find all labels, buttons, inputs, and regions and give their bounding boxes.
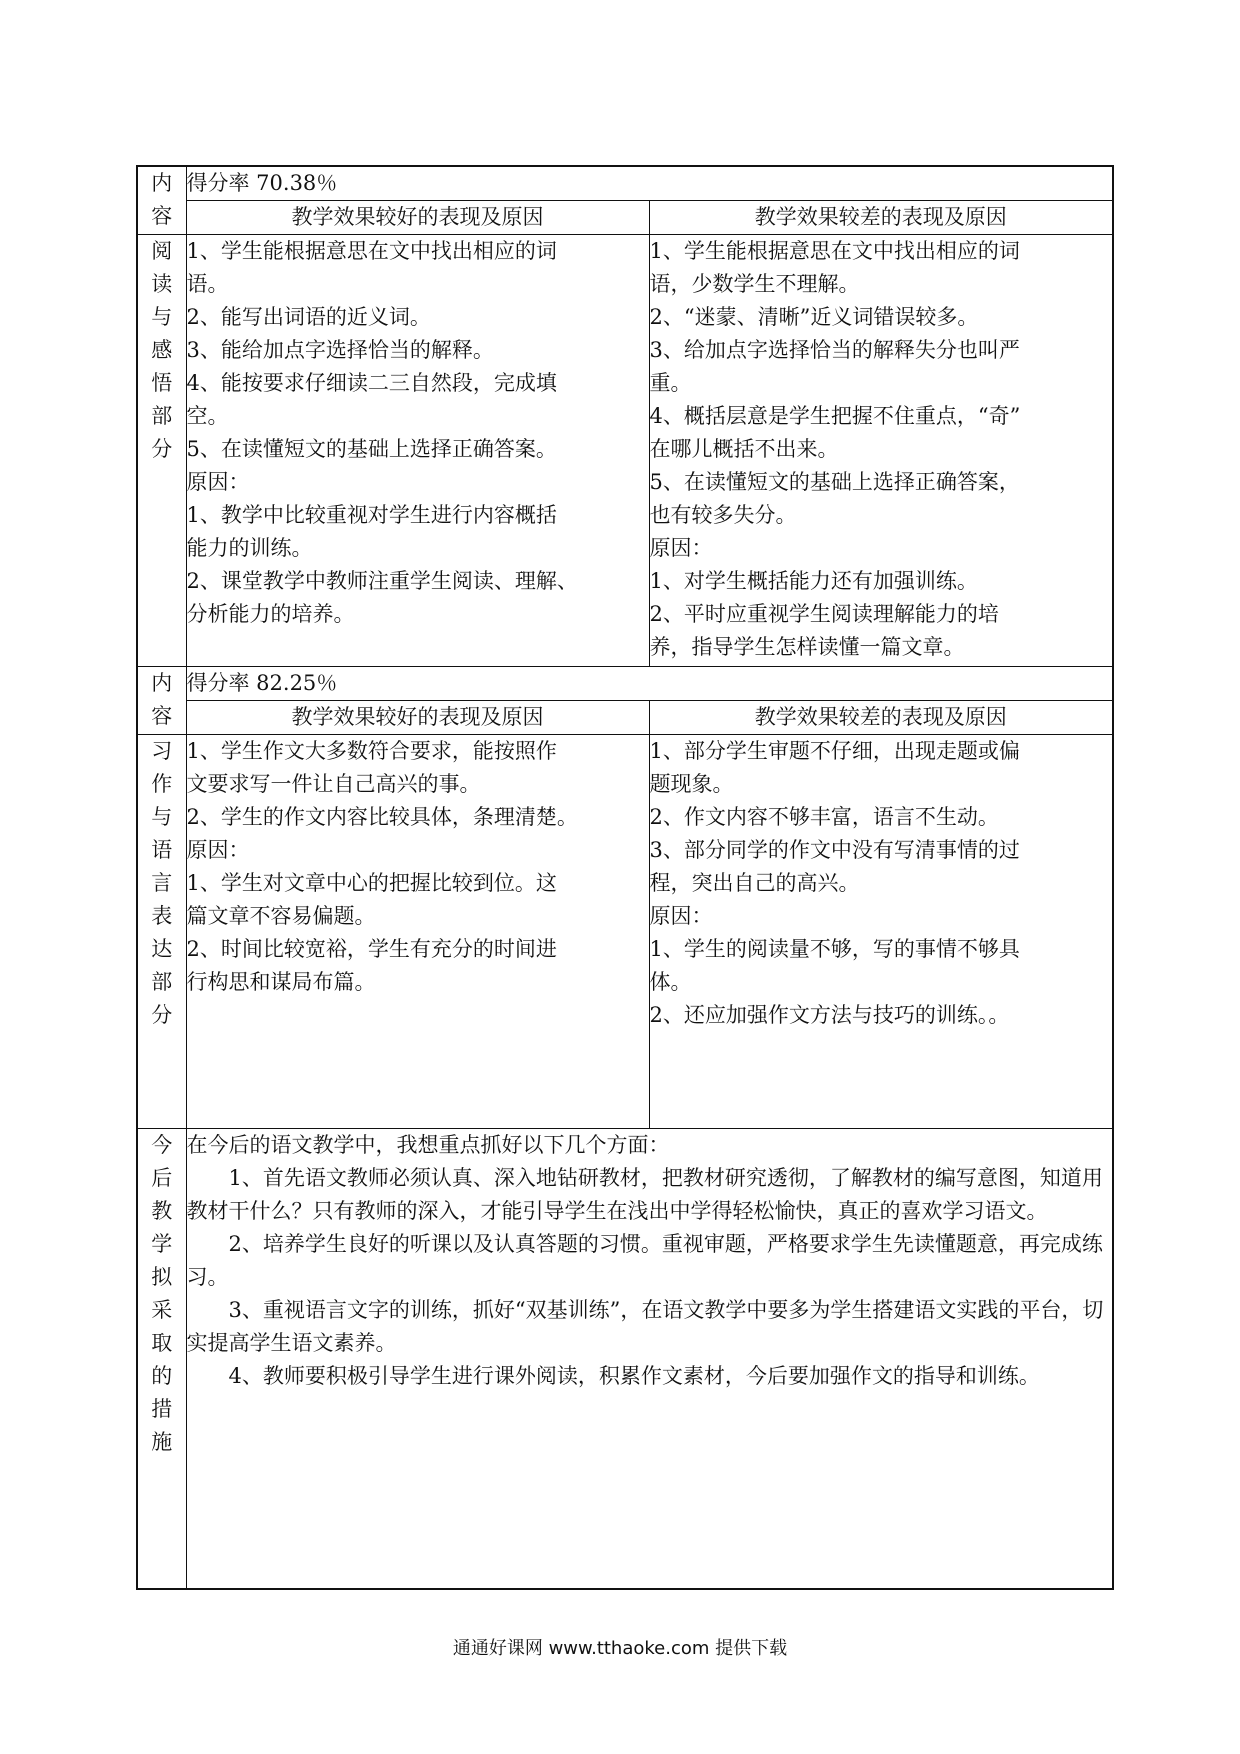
label-char: 今 (151, 1133, 173, 1157)
text-line: 空。 (186, 404, 229, 428)
measure-paragraph: 3、重视语言文字的训练，抓好“双基训练”，在语文教学中要多为学生搭建语文实践的平台，切实提高学生语文素养。 (186, 1298, 1104, 1355)
text-line: 行构思和谋局布篇。 (186, 970, 376, 994)
text-line: 1、部分学生审题不仔细，出现走题或偏 (649, 739, 1020, 763)
label-char: 教 (151, 1199, 173, 1223)
section2-content-label (137, 667, 186, 735)
text-line: 1、学生的阅读量不够，写的事情不够具 (649, 937, 1020, 961)
text-line: 1、学生能根据意思在文中找出相应的词 (649, 239, 1020, 263)
label-char: 部 (151, 404, 173, 428)
label-char: 取 (151, 1331, 173, 1355)
measure-paragraph: 2、培养学生良好的听课以及认真答题的习惯。重视审题，严格要求学生先读懂题意，再完成练习。 (186, 1232, 1103, 1289)
section2-good-header: 教学效果较好的表现及原因 (186, 701, 649, 735)
label-char: 感 (151, 338, 173, 362)
label-char: 阅 (151, 239, 173, 263)
label-char: 后 (151, 1166, 173, 1190)
text-line: 4、能按要求仔细读二三自然段，完成填 (186, 371, 557, 395)
label-char: 的 (151, 1364, 173, 1388)
measure-paragraph: 4、教师要积极引导学生进行课外阅读，积累作文素材，今后要加强作文的指导和训练。 (228, 1364, 1040, 1388)
evaluation-table (136, 165, 1114, 1590)
section1-rate-row (137, 166, 1113, 201)
section3-row (137, 1129, 1113, 1589)
text-line: 也有较多失分。 (649, 503, 797, 527)
measure-paragraph: 1、首先语文教师必须认真、深入地钻研教材，把教材研究透彻，了解教材的编写意图，知道用教材干什么？只有教师的深入，才能引导学生在浅出中学得轻松愉快，真正的喜欢学习语文。 (186, 1166, 1103, 1223)
text-line: 2、时间比较宽裕，学生有充分的时间进 (186, 937, 557, 961)
text-line: 3、给加点字选择恰当的解释失分也叫严 (649, 338, 1020, 362)
label-char: 达 (151, 937, 173, 961)
text-line: 分析能力的培养。 (186, 602, 355, 626)
text-line: 在哪儿概括不出来。 (649, 437, 839, 461)
label-char: 内 (151, 171, 173, 195)
text-line: 5、在读懂短文的基础上选择正确答案。 (186, 437, 557, 461)
label-char: 与 (151, 305, 173, 329)
text-line: 重。 (649, 371, 692, 395)
label-char: 内 (151, 671, 173, 695)
text-line: 原因： (649, 536, 713, 560)
section2-body-row (137, 735, 1113, 1129)
text-line: 1、学生能根据意思在文中找出相应的词 (186, 239, 557, 263)
measures-intro: 在今后的语文教学中，我想重点抓好以下几个方面： (186, 1133, 670, 1157)
text-line: 2、课堂教学中教师注重学生阅读、理解、 (186, 569, 578, 593)
label-char: 施 (151, 1430, 173, 1454)
text-line: 程，突出自己的高兴。 (649, 871, 860, 895)
text-line: 原因： (186, 838, 250, 862)
text-line: 体。 (649, 970, 692, 994)
section2-good-cell (186, 735, 649, 1129)
text-line: 1、对学生概括能力还有加强训练。 (649, 569, 978, 593)
label-char: 分 (151, 437, 173, 461)
label-char: 分 (151, 1003, 173, 1027)
text-line: 能力的训练。 (186, 536, 313, 560)
section2-rate-row (137, 667, 1113, 701)
label-char: 拟 (151, 1265, 173, 1289)
text-line: 题现象。 (649, 772, 734, 796)
text-line: 原因： (649, 904, 713, 928)
text-line: 3、部分同学的作文中没有写清事情的过 (649, 838, 1020, 862)
label-char: 言 (151, 871, 173, 895)
section1-bad-header: 教学效果较差的表现及原因 (649, 201, 1113, 235)
text-line: 2、能写出词语的近义词。 (186, 305, 431, 329)
section1-body-row (137, 235, 1113, 667)
text-line: 5、在读懂短文的基础上选择正确答案， (649, 470, 1020, 494)
section2-header-row (137, 701, 1113, 735)
section1-reading-label (137, 235, 186, 667)
text-line: 2、“迷蒙、清晰”近义词错误较多。 (649, 305, 979, 329)
label-char: 语 (151, 838, 173, 862)
section3-measures-cell (186, 1129, 1113, 1589)
label-char: 表 (151, 904, 173, 928)
text-line: 1、学生作文大多数符合要求，能按照作 (186, 739, 557, 763)
section1-good-cell (186, 235, 649, 667)
text-line: 2、作文内容不够丰富，语言不生动。 (649, 805, 999, 829)
label-char: 与 (151, 805, 173, 829)
label-char: 采 (151, 1298, 173, 1322)
text-line: 文要求写一件让自己高兴的事。 (186, 772, 481, 796)
label-char: 悟 (151, 371, 173, 395)
text-line: 2、学生的作文内容比较具体，条理清楚。 (186, 805, 578, 829)
section1-bad-cell (649, 235, 1113, 667)
section1-good-header: 教学效果较好的表现及原因 (186, 201, 649, 235)
text-line: 2、平时应重视学生阅读理解能力的培 (649, 602, 999, 626)
section2-score-rate: 得分率 82.25％ (186, 667, 1113, 701)
section1-header-row (137, 201, 1113, 235)
text-line: 1、学生对文章中心的把握比较到位。这 (186, 871, 557, 895)
section3-measures-label (137, 1129, 186, 1589)
section1-content-label (137, 166, 186, 235)
section2-writing-label (137, 735, 186, 1129)
text-line: 原因： (186, 470, 250, 494)
label-char: 容 (151, 204, 173, 228)
section2-bad-cell (649, 735, 1113, 1129)
section2-bad-header: 教学效果较差的表现及原因 (649, 701, 1113, 735)
label-char: 读 (151, 272, 173, 296)
text-line: 1、教学中比较重视对学生进行内容概括 (186, 503, 557, 527)
label-char: 部 (151, 970, 173, 994)
text-line: 2、还应加强作文方法与技巧的训练。。 (649, 1003, 1010, 1027)
label-char: 学 (151, 1232, 173, 1256)
text-line: 3、能给加点字选择恰当的解释。 (186, 338, 494, 362)
text-line: 养，指导学生怎样读懂一篇文章。 (649, 635, 965, 659)
text-line: 语，少数学生不理解。 (649, 272, 860, 296)
label-char: 习 (151, 739, 173, 763)
label-char: 作 (151, 772, 173, 796)
text-line: 篇文章不容易偏题。 (186, 904, 376, 928)
text-line: 语。 (186, 272, 229, 296)
label-char: 措 (151, 1397, 173, 1421)
footer-credit: 通通好课网 www.tthaoke.com 提供下载 (452, 1638, 788, 1659)
section1-score-rate: 得分率 70.38％ (186, 166, 1113, 201)
text-line: 4、概括层意是学生把握不住重点，“奇” (649, 404, 1021, 428)
label-char: 容 (151, 704, 173, 728)
